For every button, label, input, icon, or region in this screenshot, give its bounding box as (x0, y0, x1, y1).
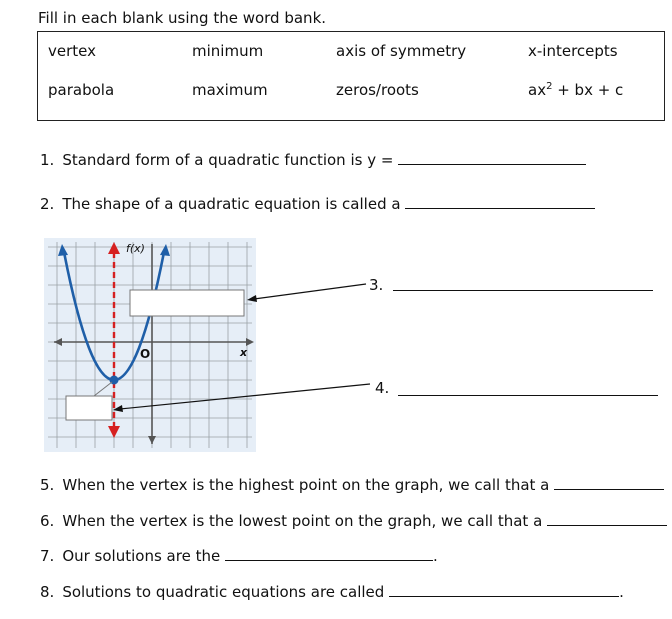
answer-blank-4[interactable] (398, 394, 658, 396)
question-number: 2. (40, 195, 55, 213)
formula-rest: + bx + c (552, 81, 624, 99)
word-vertex: vertex (48, 42, 96, 60)
question-8 (40, 583, 624, 601)
question-5 (40, 476, 664, 494)
question-end: . (619, 583, 624, 601)
answer-blank-3[interactable] (393, 289, 653, 291)
question-number: 8. (40, 583, 55, 601)
graph-svg (44, 238, 256, 452)
question-text: When the vertex is the lowest point on the graph, we call that a (62, 512, 543, 530)
formula-exponent: 2 (546, 81, 553, 92)
answer-blank-7[interactable] (225, 548, 433, 561)
question-text: Standard form of a quadratic function is y = (62, 151, 394, 169)
word-minimum: minimum (192, 42, 264, 60)
formula-base: ax (528, 81, 547, 99)
origin-label: O (140, 347, 151, 361)
word-parabola: parabola (48, 81, 115, 99)
word-standard-form (528, 81, 623, 99)
question-number: 7. (40, 547, 55, 565)
question-3-number: 3. (369, 276, 384, 294)
callout-box-3 (130, 290, 244, 316)
y-axis-label: f(x) (126, 242, 145, 255)
question-1 (40, 151, 586, 169)
parabola-graph (44, 238, 256, 452)
question-number: 5. (40, 476, 55, 494)
question-6 (40, 512, 667, 530)
word-zeros-roots: zeros/roots (336, 81, 419, 99)
question-7 (40, 547, 438, 565)
word-maximum: maximum (192, 81, 268, 99)
question-text: Solutions to quadratic equations are called (62, 583, 385, 601)
question-text: When the vertex is the highest point on the graph, we call that a (62, 476, 550, 494)
word-x-intercepts: x-intercepts (528, 42, 618, 60)
question-text: Our solutions are the (62, 547, 221, 565)
answer-blank-6[interactable] (547, 513, 667, 526)
answer-blank-8[interactable] (389, 584, 619, 597)
word-axis-of-symmetry: axis of symmetry (336, 42, 467, 60)
answer-blank-1[interactable] (398, 152, 586, 165)
question-text: The shape of a quadratic equation is called a (62, 195, 401, 213)
question-end: . (432, 547, 438, 565)
callout-arrow-3 (254, 284, 366, 299)
word-bank (37, 31, 665, 121)
answer-blank-5[interactable] (554, 477, 664, 490)
x-axis-label: x (240, 346, 248, 359)
question-number: 1. (40, 151, 55, 169)
instructions: Fill in each blank using the word bank. (38, 9, 327, 27)
question-2 (40, 195, 595, 213)
question-4-number: 4. (375, 379, 390, 397)
question-number: 6. (40, 512, 55, 530)
answer-blank-2[interactable] (405, 196, 595, 209)
callout-box-4 (66, 396, 112, 420)
